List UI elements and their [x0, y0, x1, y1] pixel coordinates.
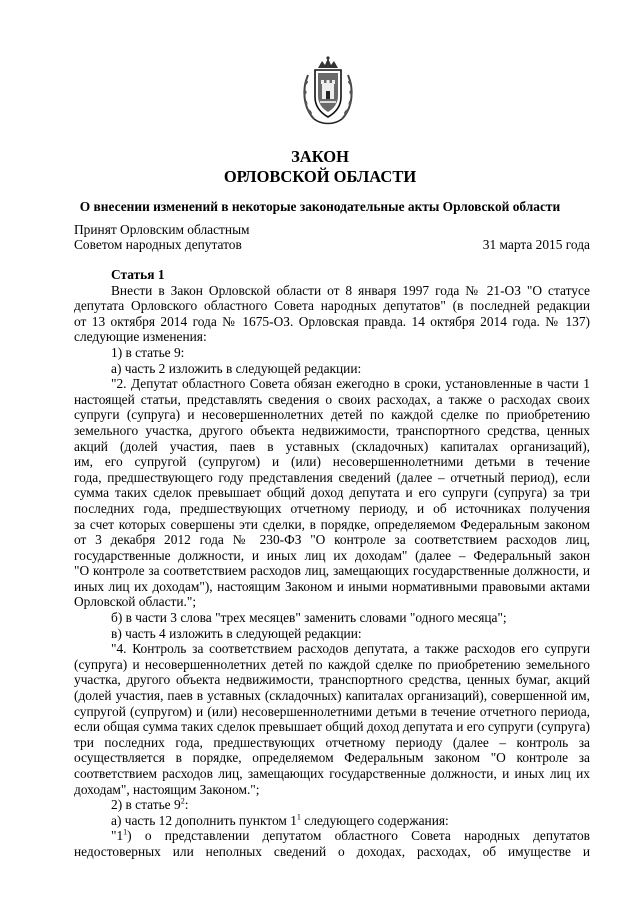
paragraph-line: иных лиц их доходам"), настоящим Законом и иными нормативными правовыми актами — [74, 578, 590, 594]
paragraph-line: настоящей статьи, представлять сведения о своих расходах, а также о расходах своих — [74, 391, 590, 407]
region-title: ОРЛОВСКОЙ ОБЛАСТИ — [223, 167, 417, 186]
adoption-date: 31 марта 2015 года — [482, 237, 590, 252]
paragraph-line: супругой (супругом) и (или) несовершеннолетними детьми в течение отчетного периода, — [74, 703, 590, 719]
paragraph-line — [74, 813, 590, 829]
superscript: 1 — [123, 828, 128, 837]
paragraph-line: следующие изменения: — [74, 329, 207, 345]
paragraph-line: соответствием расходов лиц, замещающих государственные должности, и иных лиц их — [74, 766, 590, 781]
article-heading: Статья 1 — [111, 267, 165, 282]
paragraph-line: участка, другого объекта недвижимости, транспортного средства, ценных бумаг, акций — [74, 672, 590, 688]
paragraph-line: государственные должности, и иных лиц их доходам" (далее – Федеральный закон — [74, 547, 590, 563]
superscript: 2 — [180, 796, 185, 806]
paragraph-line: три последних года, предшествующих отчетному периоду (далее – контроль за — [74, 734, 590, 750]
paragraph-line: "О контроле за соответствием расходов лиц, замещающих государственные должности, и — [74, 563, 590, 579]
paragraph-line: доходам", настоящим Законом."; — [74, 781, 260, 797]
line-text: : — [184, 797, 189, 813]
paragraph-line: последних года, предшествующих отчетному периоду, и об источниках получения — [74, 500, 590, 516]
coat-of-arms-emblem-icon — [300, 55, 356, 127]
paragraph-line: от 13 октября 2014 года № 1675-ОЗ. Орловская правда. 14 октября 2014 года. № 137) — [74, 313, 590, 329]
paragraph-line — [74, 828, 590, 844]
superscript: 1 — [296, 812, 301, 822]
line-text: 2) в статье 9 — [111, 797, 181, 813]
paragraph-line: "2. Депутат областного Совета обязан ежегодно в сроки, установленные в части 1 — [111, 376, 590, 392]
line-text: следующего содержания: — [300, 812, 449, 828]
line-text: а) часть 12 дополнить пунктом 1 — [111, 812, 297, 828]
law-body — [74, 267, 590, 860]
paragraph-line: им, его супругой (супругом) и (или) несовершеннолетними детьми в течение — [74, 454, 590, 470]
law-subtitle: О внесении изменений в некоторые законодательные акты Орловской области — [79, 199, 561, 214]
adopted-by-line-1: Принят Орловским областным — [74, 222, 250, 237]
paragraph-line: "4. Контроль за соответствием расходов депутата, а также расходов его супруги — [111, 641, 590, 657]
paragraph-line: супруги (супруга) и несовершеннолетних детей по каждой сделке по приобретению — [74, 407, 590, 423]
paragraph-line: осуществляется в порядке, определяемом Федеральным законом "О контроле за — [74, 750, 590, 766]
paragraph-line: (долей участия, паев в уставных (складочных) капиталах организаций), совершенной им, — [74, 688, 590, 704]
paragraph-line: депутата Орловского областного Совета народных депутатов" (в последней редакции — [74, 298, 590, 314]
paragraph-line: б) в части 3 слова "трех месяцев" заменить словами "одного месяца"; — [111, 610, 507, 626]
paragraph-line: (супруга) и несовершеннолетних детей по каждой сделке по приобретению земельного — [74, 656, 590, 672]
paragraph-line: 1) в статье 9: — [111, 344, 185, 360]
line-text: ) о представлении депутатом областного Совета народных депутатов — [127, 828, 590, 844]
paragraph-line: от 3 декабря 2012 года № 230-ФЗ "О контроле за соответствием расходов лиц, — [74, 532, 590, 548]
paragraph-line: Внести в Закон Орловской области от 8 января 1997 года № 21-ОЗ "О статусе — [111, 282, 590, 298]
paragraph-line: а) часть 2 изложить в следующей редакции: — [111, 360, 362, 376]
line-text: "1 — [111, 828, 124, 844]
paragraph-line: сумма таких сделок превышает общий доход депутата и его супруги (супруга) за три — [74, 485, 590, 501]
paragraph-line — [74, 797, 590, 813]
paragraph-line: за счет которых совершены эти сделки, в порядке, определяемом Федеральным законом — [74, 516, 590, 532]
adopted-by-line-2: Советом народных депутатов — [74, 237, 242, 252]
law-title: ЗАКОН — [291, 147, 349, 166]
paragraph-line: недостоверных или неполных сведений о доходах, расходах, об имуществе и — [74, 843, 590, 859]
paragraph-line: если общая сумма таких сделок превышает общий доход депутата и его супруги (супруга) — [74, 719, 590, 735]
paragraph-line: в) часть 4 изложить в следующей редакции: — [111, 625, 362, 641]
paragraph-line: земельного участка, другого объекта недвижимости, транспортного средства, ценных — [74, 422, 590, 438]
paragraph-line: акций (долей участия, паев в уставных (складочных) капиталах организаций), — [74, 438, 590, 454]
paragraph-line: года, предшествующего году представления сведений (далее – отчетный период), если — [74, 469, 590, 485]
paragraph-line: Орловской области."; — [74, 594, 197, 610]
